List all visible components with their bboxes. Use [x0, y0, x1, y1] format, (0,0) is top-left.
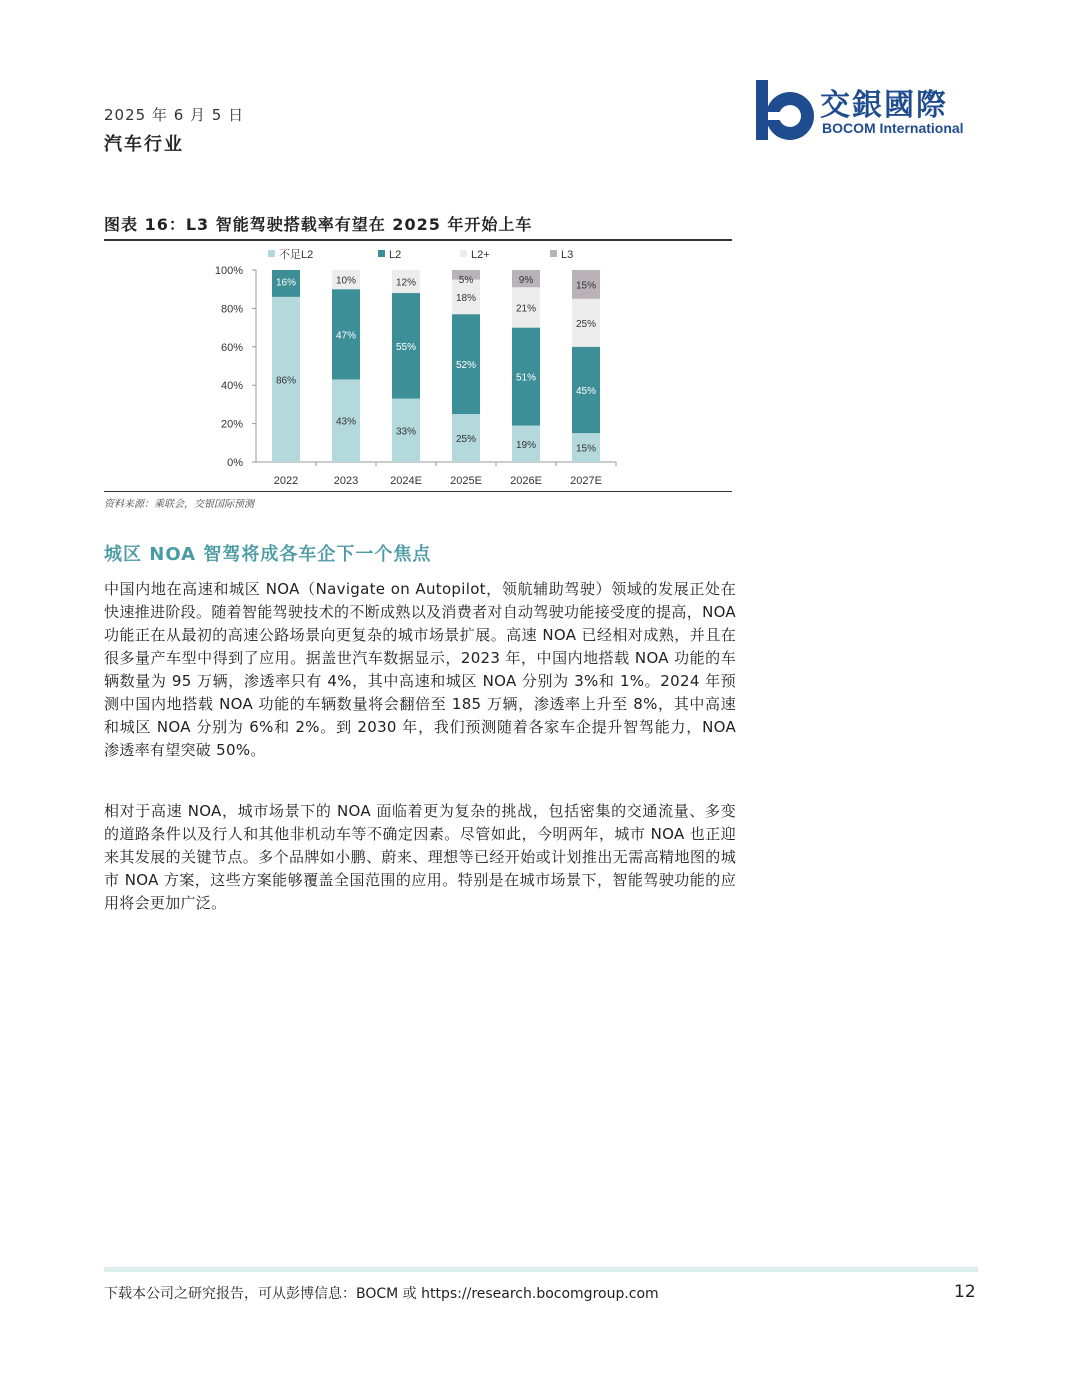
- chart-top-rule: [104, 239, 732, 241]
- source-note: 资料来源：乘联会，交银国际预测: [104, 499, 254, 510]
- legend-swatch-2: [460, 250, 467, 257]
- data-label-2026E-L3: 9%: [518, 275, 534, 286]
- data-label-2025E-L2: 52%: [455, 360, 477, 372]
- y-tick-label-0: 100%: [214, 265, 243, 277]
- footer-rule: [104, 1267, 978, 1272]
- y-tick-label-3: 40%: [220, 380, 243, 393]
- x-tick-label-3: 2025E: [450, 475, 482, 487]
- x-tick-label-1: 2023: [333, 475, 359, 487]
- legend-swatch-3: [550, 250, 557, 257]
- data-label-2026E-L2+: 21%: [515, 303, 537, 315]
- y-tick-label-5: 0%: [227, 457, 243, 469]
- data-label-2027E-L2+: 25%: [575, 318, 597, 330]
- legend-swatch-1: [378, 250, 385, 257]
- data-label-2022-L2: 16%: [275, 277, 297, 289]
- x-tick-label-0: 2022: [273, 475, 299, 487]
- logo-name-cn: 交銀國際: [820, 88, 948, 123]
- bocom-logo-mark-icon: [752, 78, 818, 144]
- footer-download-note: 下载本公司之研究报告，可从彭博信息：BOCM 或 https://research.bocomgroup.com: [104, 1286, 659, 1302]
- data-label-2025E-L3: 5%: [458, 275, 474, 286]
- stacked-bar-chart: [104, 242, 732, 490]
- body-paragraph-2: 相对于高速 NOA，城市场景下的 NOA 面临着更为复杂的挑战，包括密集的交通流量、多变的道路条件以及行人和其他非机动车等不确定因素。尽管如此，今明两年，城市 NOA 也正迎来其发展的关键节点。多个品牌如小鹏、蔚来、理想等已经开始或计划推出无需高精地图的城市 NOA 方案，这些方案能够覆盖全国范围的应用。特别是在城市场景下，智能驾驶功能的应用将会更加广泛。: [104, 802, 736, 912]
- body-paragraph-1: 中国内地在高速和城区 NOA（Navigate on Autopilot，领航辅助驾驶）领域的发展正处在快速推进阶段。随着智能驾驶技术的不断成熟以及消费者对自动驾驶功能接受度的提高，NOA 功能正在从最初的高速公路场景向更复杂的城市场景扩展。高速 NOA 已经相对成熟，并且在很多量产车型中得到了应用。据盖世汽车数据显示，2023 年，中国内地搭载 NOA 功能的车辆数量为 95 万辆，渗透率只有 4%，其中高速和城区 NOA 分别为 3%和 1%。2024 年预测中国内地搭载 NOA 功能的车辆数量将会翻倍至 185 万辆，渗透率上升至 8%，其中高速和城区 NOA 分别为 6%和 2%。到 2030 年，我们预测随着各家车企提升智驾能力，NOA 渗透率有望突破 50%。: [104, 580, 736, 759]
- x-tick-label-2: 2024E: [390, 475, 422, 487]
- legend-swatch-0: [268, 250, 275, 257]
- data-label-2023-L2+: 10%: [335, 275, 357, 287]
- data-label-2022-不足L2: 86%: [275, 375, 297, 387]
- report-date: 2025 年 6 月 5 日: [104, 106, 245, 124]
- data-label-2024E-L2+: 12%: [395, 277, 417, 289]
- y-tick-label-1: 80%: [220, 303, 243, 316]
- legend-label-3: L3: [561, 249, 574, 261]
- legend-label-1: L2: [389, 249, 402, 261]
- x-tick-label-4: 2026E: [510, 475, 542, 487]
- data-label-2023-不足L2: 43%: [335, 416, 357, 428]
- legend-label-0: 不足L2: [279, 249, 314, 261]
- chart-bottom-rule: [104, 491, 732, 492]
- legend-label-2: L2+: [471, 249, 490, 261]
- chart-title: 图表 16：L3 智能驾驶搭载率有望在 2025 年开始上车: [104, 215, 533, 234]
- data-label-2026E-L2: 51%: [515, 372, 537, 384]
- logo-name-en: BOCOM International: [822, 120, 964, 136]
- report-sector: 汽车行业: [104, 134, 184, 155]
- y-tick-label-2: 60%: [220, 341, 243, 354]
- data-label-2024E-不足L2: 33%: [395, 426, 417, 438]
- data-label-2027E-L3: 15%: [575, 280, 597, 292]
- y-tick-label-4: 20%: [220, 418, 243, 431]
- x-tick-label-5: 2027E: [570, 475, 602, 487]
- data-label-2025E-L2+: 18%: [455, 292, 477, 304]
- page-number: 12: [954, 1282, 976, 1302]
- section-heading: 城区 NOA 智驾将成各车企下一个焦点: [104, 544, 432, 565]
- data-label-2025E-不足L2: 25%: [455, 434, 477, 445]
- data-label-2024E-L2: 55%: [395, 341, 417, 353]
- bocom-logo: [752, 78, 982, 144]
- data-label-2026E-不足L2: 19%: [515, 439, 537, 451]
- data-label-2027E-不足L2: 15%: [575, 443, 597, 455]
- data-label-2023-L2: 47%: [335, 330, 357, 342]
- data-label-2027E-L2: 45%: [575, 386, 597, 397]
